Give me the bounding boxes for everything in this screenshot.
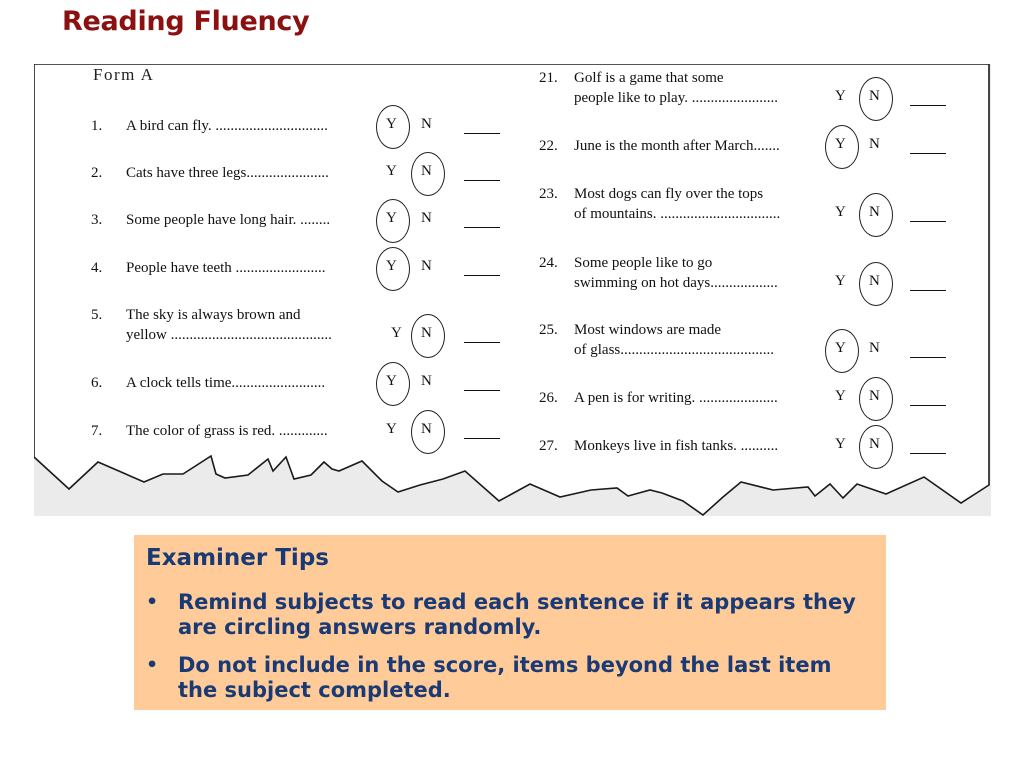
item-text: A pen is for writing. .....................	[574, 390, 778, 406]
item-number: 3.	[91, 212, 103, 228]
answer-circle-mark	[859, 193, 893, 237]
no-option: N	[421, 258, 432, 274]
no-option: N	[421, 373, 432, 389]
item-number: 23.	[539, 186, 558, 202]
no-option: N	[421, 163, 432, 179]
item-text: People have teeth ........................	[126, 260, 326, 276]
tip-text: Do not include in the score, items beyond the last item the subject completed.	[178, 653, 832, 702]
slide-title: Reading Fluency	[62, 6, 310, 37]
no-option: N	[421, 210, 432, 226]
bullet-icon: •	[146, 591, 159, 613]
item-number: 2.	[91, 165, 103, 181]
score-blank-line	[464, 227, 500, 228]
item-text: The sky is always brown and	[126, 307, 301, 323]
item-text-continued: people like to play. .......................	[574, 90, 778, 106]
item-text: Golf is a game that some	[574, 70, 724, 86]
score-blank-line	[464, 390, 500, 391]
no-option: N	[869, 204, 880, 220]
item-number: 24.	[539, 255, 558, 271]
answer-circle-mark	[376, 105, 410, 149]
item-number: 27.	[539, 438, 558, 454]
form-scan-image	[34, 64, 991, 516]
yes-option: Y	[386, 421, 397, 437]
item-number: 5.	[91, 307, 103, 323]
answer-circle-mark	[411, 410, 445, 454]
item-text: A bird can fly. ..............................	[126, 118, 328, 134]
no-option: N	[869, 88, 880, 104]
item-number: 6.	[91, 375, 103, 391]
yes-option: Y	[386, 258, 397, 274]
examiner-tips-box	[134, 535, 886, 710]
yes-option: Y	[391, 325, 402, 341]
item-text: Some people have long hair. ........	[126, 212, 331, 228]
answer-circle-mark	[859, 77, 893, 121]
no-option: N	[869, 436, 880, 452]
no-option: N	[869, 273, 880, 289]
item-text-continued: swimming on hot days..................	[574, 275, 778, 291]
score-blank-line	[910, 153, 946, 154]
item-text: June is the month after March.......	[574, 138, 780, 154]
item-text: Some people like to go	[574, 255, 713, 271]
yes-option: Y	[835, 88, 846, 104]
score-blank-line	[464, 438, 500, 439]
no-option: N	[421, 325, 432, 341]
item-number: 1.	[91, 118, 103, 134]
yes-option: Y	[835, 204, 846, 220]
item-text: Most windows are made	[574, 322, 722, 338]
item-number: 7.	[91, 423, 103, 439]
item-text-continued: of glass.........................................	[574, 342, 774, 358]
item-text: The color of grass is red. .............	[126, 423, 328, 439]
answer-circle-mark	[376, 199, 410, 243]
item-number: 21.	[539, 70, 558, 86]
item-number: 4.	[91, 260, 103, 276]
yes-option: Y	[386, 373, 397, 389]
score-blank-line	[910, 290, 946, 291]
answer-circle-mark	[859, 377, 893, 421]
item-text: Cats have three legs......................	[126, 165, 329, 181]
answer-circle-mark	[411, 314, 445, 358]
no-option: N	[869, 136, 880, 152]
score-blank-line	[910, 453, 946, 454]
score-blank-line	[464, 342, 500, 343]
item-number: 25.	[539, 322, 558, 338]
item-text: Monkeys live in fish tanks. ..........	[574, 438, 779, 454]
item-text: Most dogs can fly over the tops	[574, 186, 764, 202]
yes-option: Y	[386, 210, 397, 226]
yes-option: Y	[386, 163, 397, 179]
item-number: 26.	[539, 390, 558, 406]
answer-circle-mark	[411, 152, 445, 196]
yes-option: Y	[835, 136, 846, 152]
tip-text: Remind subjects to read each sentence if it appears they are circling answers randomly.	[178, 590, 856, 639]
yes-option: Y	[835, 388, 846, 404]
answer-circle-mark	[859, 262, 893, 306]
bullet-icon: •	[146, 654, 159, 676]
form-label: Form A	[93, 65, 155, 84]
no-option: N	[869, 388, 880, 404]
answer-circle-mark	[859, 425, 893, 469]
item-text-continued: yellow ...........................................	[126, 327, 332, 343]
score-blank-line	[910, 405, 946, 406]
score-blank-line	[464, 133, 500, 134]
score-blank-line	[910, 105, 946, 106]
item-number: 22.	[539, 138, 558, 154]
score-blank-line	[910, 357, 946, 358]
score-blank-line	[910, 221, 946, 222]
no-option: N	[421, 421, 432, 437]
answer-circle-mark	[825, 125, 859, 169]
yes-option: Y	[835, 340, 846, 356]
item-text-continued: of mountains. ................................	[574, 206, 781, 222]
score-blank-line	[464, 180, 500, 181]
answer-circle-mark	[825, 329, 859, 373]
score-blank-line	[464, 275, 500, 276]
yes-option: Y	[386, 116, 397, 132]
item-text: A clock tells time.........................	[126, 375, 326, 391]
no-option: N	[421, 116, 432, 132]
answer-circle-mark	[376, 247, 410, 291]
yes-option: Y	[835, 273, 846, 289]
no-option: N	[869, 340, 880, 356]
tips-heading: Examiner Tips	[146, 545, 329, 571]
answer-circle-mark	[376, 362, 410, 406]
yes-option: Y	[835, 436, 846, 452]
